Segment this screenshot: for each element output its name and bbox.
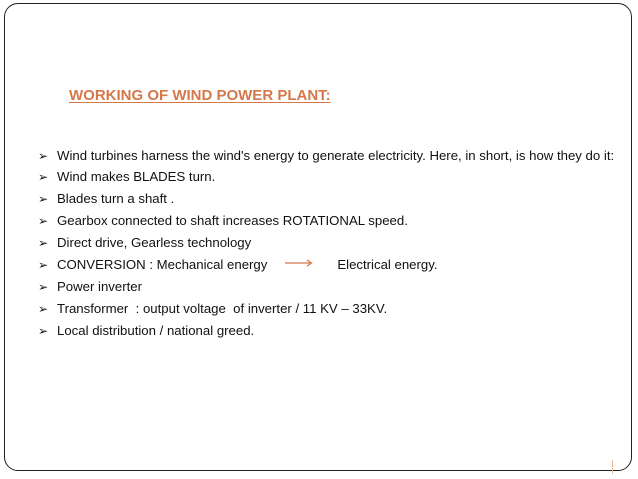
- bullet-arrow-icon: ➢: [38, 258, 49, 272]
- bullet-text: Wind makes BLADES turn.: [57, 169, 216, 184]
- bullet-arrow-icon: ➢: [38, 324, 49, 338]
- bullet-arrow-icon: ➢: [38, 236, 49, 250]
- bullet-item: [38, 213, 618, 229]
- bullet-arrow-icon: ➢: [38, 192, 49, 206]
- bullet-text: Local distribution / national greed.: [57, 323, 255, 338]
- bullet-text: Power inverter: [57, 279, 143, 294]
- corner-mark: [612, 460, 621, 474]
- bullet-text: Blades turn a shaft .: [57, 191, 175, 206]
- bullet-arrow-icon: ➢: [38, 214, 49, 228]
- bullet-arrow-icon: ➢: [38, 170, 49, 184]
- bullet-item: [38, 148, 618, 164]
- bullet-item: [38, 235, 618, 251]
- bullet-list: [38, 148, 618, 345]
- bullet-arrow-icon: ➢: [38, 302, 49, 316]
- bullet-arrow-icon: ➢: [38, 149, 49, 163]
- bullet-text: Direct drive, Gearless technology: [57, 235, 252, 250]
- slide-title: WORKING OF WIND POWER PLANT:: [69, 87, 331, 104]
- bullet-item: [38, 323, 618, 339]
- bullet-item: [38, 169, 618, 185]
- bullet-text: Transformer : output voltage of inverter / 11 KV – 33KV.: [57, 301, 388, 316]
- bullet-text: Gearbox connected to shaft increases ROTATIONAL speed.: [57, 213, 408, 228]
- conversion-source-text: CONVERSION : Mechanical energy: [57, 257, 268, 272]
- right-arrow-icon: [285, 259, 313, 267]
- bullet-item: [38, 279, 618, 295]
- bullet-text: Wind turbines harness the wind's energy to generate electricity. Here, in short, is how they do it:: [57, 148, 615, 163]
- bullet-item: [38, 301, 618, 317]
- bullet-item-conversion: [38, 257, 618, 273]
- bullet-item: [38, 191, 618, 207]
- conversion-result-text: Electrical energy.: [337, 257, 438, 272]
- bullet-arrow-icon: ➢: [38, 280, 49, 294]
